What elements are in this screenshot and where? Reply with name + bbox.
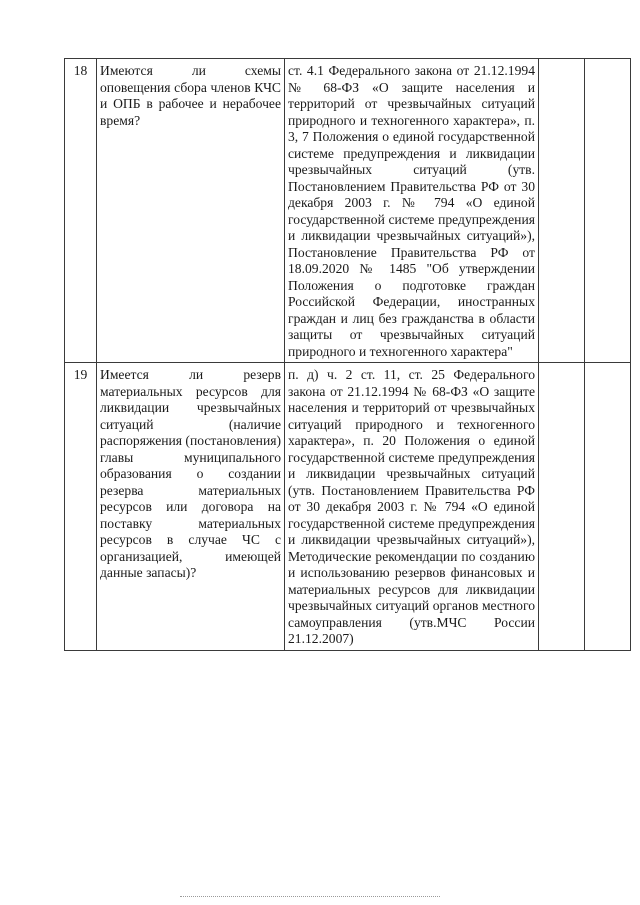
table-row xyxy=(65,59,631,363)
checklist-table xyxy=(64,58,631,651)
table-row xyxy=(65,363,631,651)
question-text: Имеется ли резерв материальных ресурсов для ликвидации чрезвычайных ситуаций (наличие распоряжения (постановления) главы муниципального образования о создании резерва материальных ресурсов или договора на поставку материальных ресурсов в случае ЧС с организацией, имеющей данные запасы)? xyxy=(97,363,285,651)
row-number: 19 xyxy=(65,363,97,651)
legal-basis-text: п. д) ч. 2 ст. 11, ст. 25 Федерального закона от 21.12.1994 № 68-ФЗ «О защите населения и территорий от чрезвычайных ситуаций природного и техногенного характера», п. 20 Положения о единой государственной системе предупреждения и ликвидации чрезвычайных ситуаций (утв. Постановлением Правительства РФ от 30 декабря 2003 г. № 794 «О единой государственной системе предупреждения и ликвидации чрезвычайных ситуаций»), Методические рекомендации по созданию и использованию резервов финансовых и материальных ресурсов для ликвидации чрезвычайных ситуаций органов местного самоуправления (утв.МЧС России 21.12.2007) xyxy=(285,363,539,651)
answer-cell xyxy=(539,59,585,363)
answer-cell xyxy=(539,363,585,651)
question-text: Имеются ли схемы оповещения сбора членов КЧС и ОПБ в рабочее и нерабочее время? xyxy=(97,59,285,363)
row-number: 18 xyxy=(65,59,97,363)
legal-basis-text: ст. 4.1 Федерального закона от 21.12.1994 № 68-ФЗ «О защите населения и территорий от чрезвычайных ситуаций природного и техногенного характера», п. 3, 7 Положения о единой государственной системе предупреждения и ликвидации чрезвычайных ситуаций (утв. Постановлением Правительства РФ от 30 декабря 2003 г. № 794 «О единой государственной системе предупреждения и ликвидации чрезвычайных ситуаций»), Постановление Правительства РФ от 18.09.2020 № 1485 "Об утверждении Положения о подготовке граждан Российской Федерации, иностранных граждан и лиц без гражданства в области защиты от чрезвычайных ситуаций природного и техногенного характера" xyxy=(285,59,539,363)
note-cell xyxy=(585,59,631,363)
note-cell xyxy=(585,363,631,651)
scan-artifact-line xyxy=(180,896,440,899)
